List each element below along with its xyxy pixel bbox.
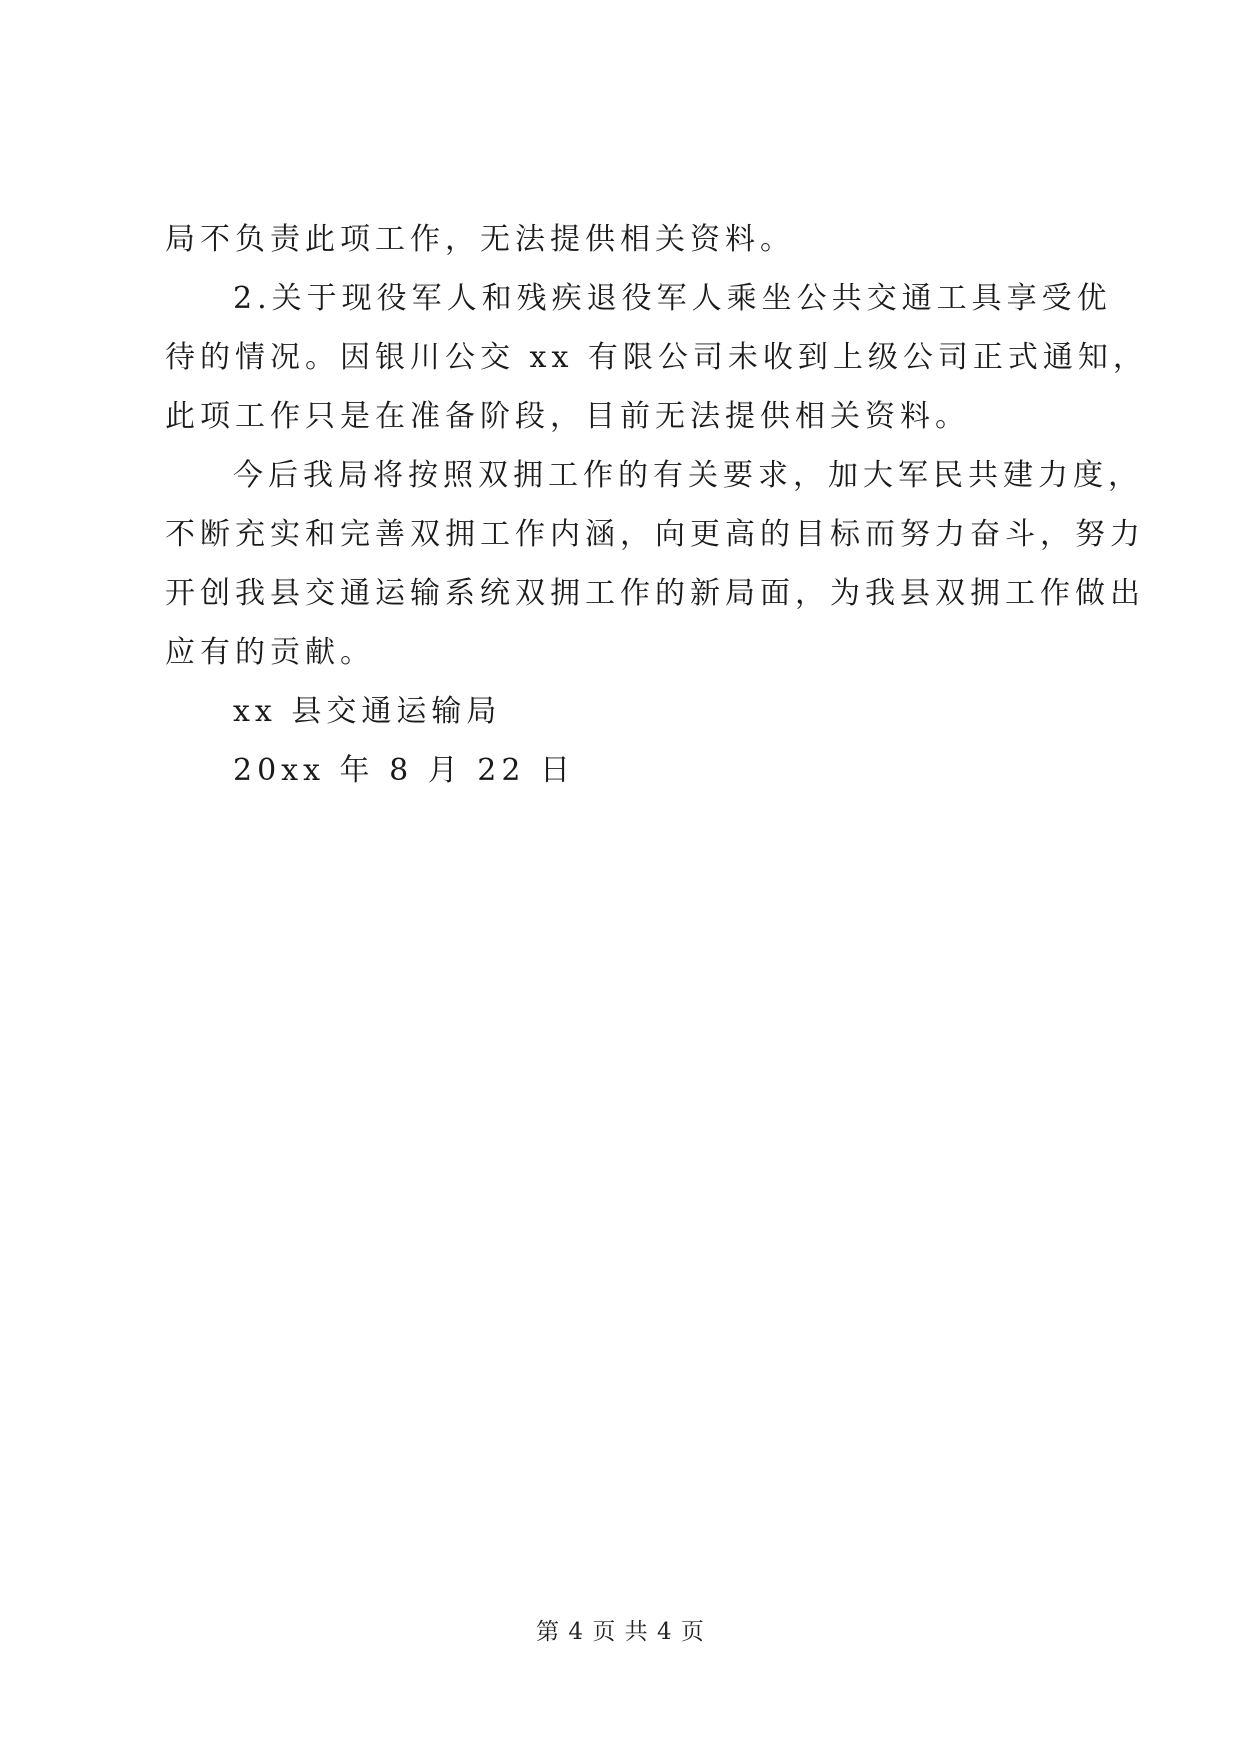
document-body <box>165 210 1148 800</box>
paragraph-line: 应有的贡献。 <box>165 635 375 670</box>
paragraph-line: 不断充实和完善双拥工作内涵，向更高的目标而努力奋斗，努力 <box>165 517 1145 552</box>
signature-organization: xx 县交通运输局 <box>233 694 502 729</box>
paragraph-line: 2.关于现役军人和残疾退役军人乘坐公共交通工具享受优 <box>233 281 1112 316</box>
paragraph-line: 局不负责此项工作，无法提供相关资料。 <box>165 222 795 257</box>
signature-date: 20xx 年 8 月 22 日 <box>233 753 575 788</box>
paragraph-line: 今后我局将按照双拥工作的有关要求，加大军民共建力度， <box>233 458 1143 493</box>
paragraph-line: 此项工作只是在准备阶段，目前无法提供相关资料。 <box>165 399 970 434</box>
page-number-footer: 第 4 页 共 4 页 <box>536 1619 705 1645</box>
paragraph-line: 开创我县交通运输系统双拥工作的新局面，为我县双拥工作做出 <box>165 576 1145 611</box>
paragraph-line: 待的情况。因银川公交 xx 有限公司未收到上级公司正式通知， <box>165 340 1148 375</box>
